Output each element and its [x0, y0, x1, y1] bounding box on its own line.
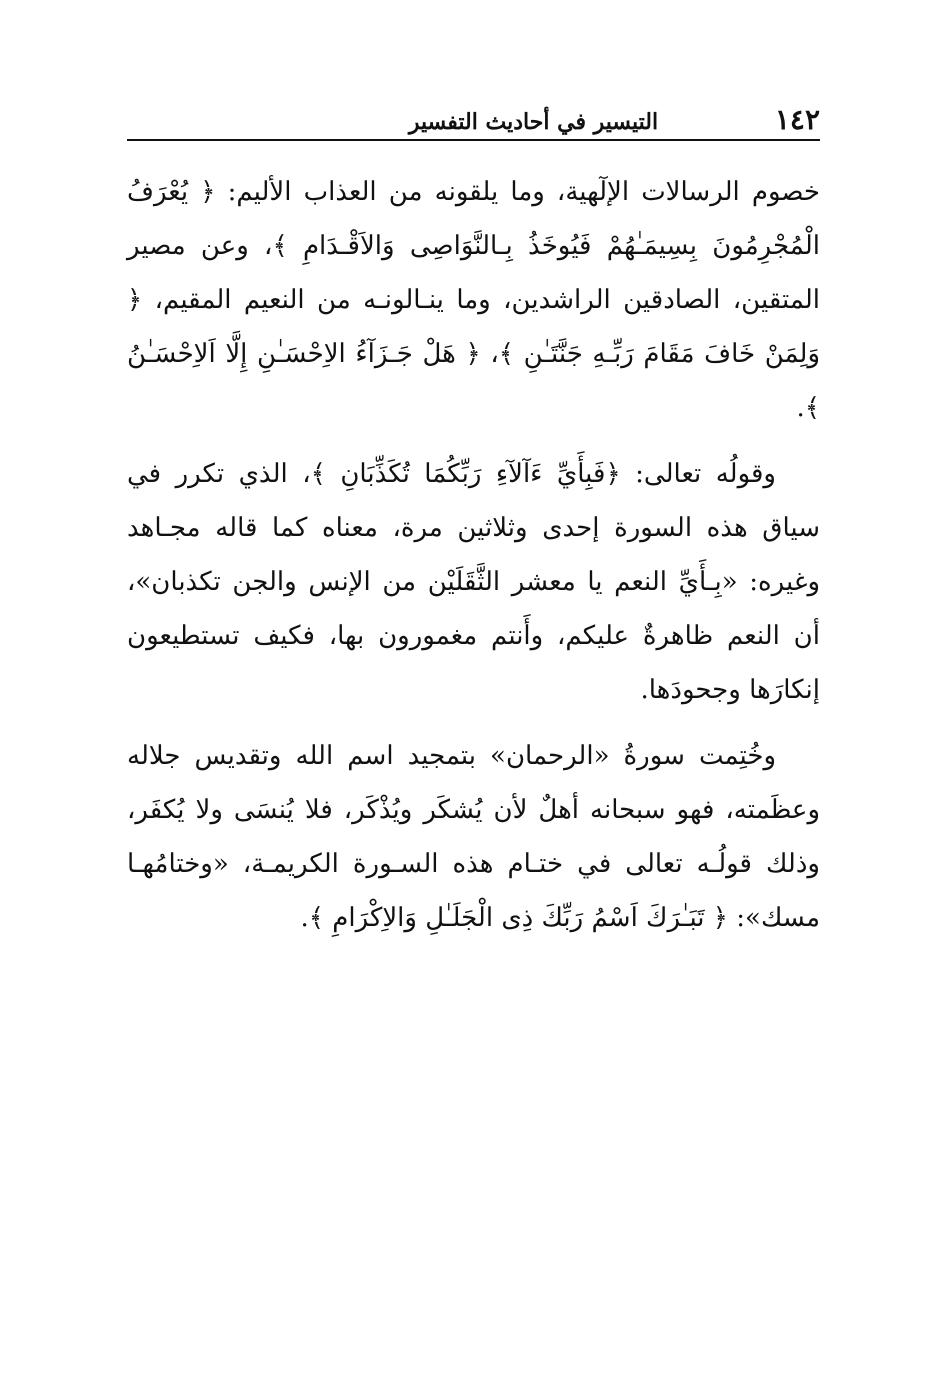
page-number: ١٤٢: [774, 103, 820, 136]
paragraph-1: خصوم الرسالات الإلٓهية، وما يلقونه من العذاب الأليم: ﴿ يُعْرَفُ الْمُجْرِمُونَ بِسِيمَـٰهُمْ فَيُوخَذُ بِـالنَّوَاصِى وَالاَقْـدَامِ ﴾، وعن مصير المتقين، الصادقين الراشدين، وما ينـالونـه من النعيم المقيم، ﴿ وَلِمَنْ خَافَ مَقَامَ رَبِّـهِ جَنَّتَـٰنِ ﴾، ﴿ هَلْ جَـزَآءُ الاِحْسَـٰنِ إِلَّا اَلاِحْسَـٰنُ ﴾.: [127, 177, 820, 423]
body-text: [127, 165, 820, 957]
running-header: [127, 100, 820, 140]
paragraph-3: وخُتِمت سورةُ «الرحمان» بتمجيد اسم الله وتقديس جلاله وعظَمته، فهو سبحانه أهلٌ لأن يُشكَر ويُذْكَر، فلا يُنسَى ولا يُكفَر، وذلك قولُـه تعالى في ختـام هذه السـورة الكريمـة، «وختامُهـا مسك»: ﴿ تَبَـٰرَكَ اَسْمُ رَبِّكَ ذِى الْجَلَـٰلِ وَالاِكْرَامِ ﴾.: [127, 741, 820, 933]
running-title: التيسير في أحاديث التفسير: [408, 109, 659, 135]
paragraph-2: وقولُه تعالى: ﴿فَبِأَيِّ ءَآلآءِ رَبِّكُمَا تُكَذِّبَانِ ﴾، الذي تكرر في سياق هذه السورة إحدى وثلاثين مرة، معناه كما قاله مجـاهد وغيره: «بِـأَيِّ النعم يا معشر الثَّقَلَيْن من الإنس والجن تكذبان»، أن النعم ظاهرةٌ عليكم، وأَنتم مغمورون بها، فكيف تستطيعون إنكارَها وجحودَها.: [127, 459, 820, 705]
header-rule: [127, 139, 820, 141]
